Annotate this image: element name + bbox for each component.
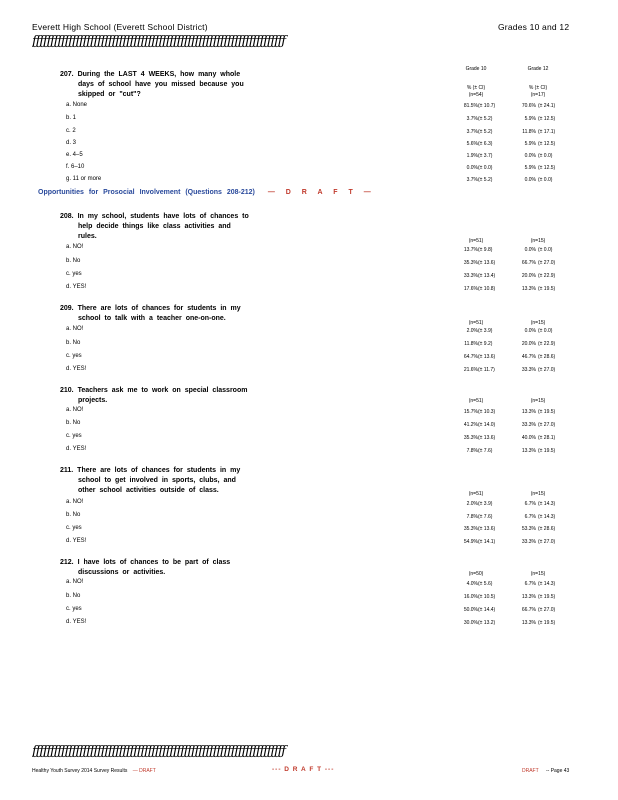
grade10-n: (n=51) (468, 398, 484, 404)
grade12-percent: 5.9% (524, 165, 536, 171)
option-label: c. 2 (66, 128, 76, 134)
grade12-percent: 33.3% (521, 367, 536, 373)
grade12-percent: 13.3% (521, 286, 536, 292)
grade10-ci: (± 5.2) (478, 177, 493, 183)
option-label: a. NO! (66, 244, 84, 250)
grade12-ci: (± 27.0) (538, 422, 556, 428)
grade12-ci: (± 27.0) (538, 367, 556, 373)
footer-left-draft: — DRAFT (132, 768, 156, 774)
grade12-ci: (± 0.0) (538, 153, 553, 159)
footer-rule: ƒƒƒƒƒƒƒƒƒƒƒƒƒƒƒƒƒƒƒƒƒƒƒƒƒƒƒƒƒƒƒƒƒƒƒƒƒƒƒƒƒƒƒƒƒƒƒƒƒƒƒƒƒƒƒƒƒƒƒƒƒƒƒƒƒƒƒƒƒƒ (32, 744, 285, 759)
grade10-ci: (± 10.7) (478, 103, 496, 109)
grade12-n: (n=15) (530, 238, 546, 244)
question-text-line: days of school have you missed because you (78, 81, 244, 88)
option-label: c. yes (66, 525, 82, 531)
grade12-ci: (± 24.1) (538, 103, 556, 109)
footer-right-draft: DRAFT (522, 768, 539, 774)
question-text-line: rules. (78, 233, 97, 240)
grade12-ci: (± 0.0) (538, 247, 553, 253)
grade12-percent: 11.8% (522, 129, 536, 135)
grade12-ci: (± 19.5) (538, 286, 556, 292)
grade12-ci: (± 12.5) (538, 141, 556, 147)
footer-survey-title (32, 768, 156, 774)
question-text-line: other school activities outside of class. (78, 487, 219, 494)
grade12-percent: 70.6% (521, 103, 536, 109)
grade12-percent: 53.3% (521, 526, 536, 532)
grade10-ci: (± 14.0) (478, 422, 496, 428)
grade12-ci: (± 22.9) (538, 341, 556, 347)
grade12-ci: (± 14.3) (538, 581, 556, 587)
grade10-ci: (± 5.2) (478, 129, 493, 135)
option-label: d. YES! (66, 619, 87, 625)
grade12-ci: (± 27.0) (538, 607, 556, 613)
grade12-n: (n=15) (530, 398, 546, 404)
grade10-header: Grade 10 (465, 66, 487, 72)
section-draft-mark: — D R A F T — (267, 189, 374, 196)
option-label: d. 3 (66, 140, 77, 146)
grade12-n: (n=15) (530, 491, 546, 497)
grade10-ci: (± 7.6) (478, 448, 493, 454)
grade10-ci: (± 3.7) (478, 153, 493, 159)
option-label: d. YES! (66, 446, 87, 452)
option-label: b. No (66, 593, 81, 599)
option-label: b. No (66, 512, 81, 518)
question-text-line: 210. Teachers ask me to work on special classroom (60, 387, 248, 394)
option-label: c. yes (66, 353, 82, 359)
grade10-ci: (± 10.5) (478, 594, 496, 600)
grade12-ci: (± 19.5) (538, 448, 556, 454)
footer-survey-text: Healthy Youth Survey 2014 Survey Results (32, 768, 128, 774)
grade12-ci: (± 28.6) (538, 354, 556, 360)
grade12-ci: (± 28.1) (538, 435, 556, 441)
grade10-percent: 5.6% (466, 141, 478, 147)
option-label: b. 1 (66, 115, 77, 121)
grade12-ci: (± 19.5) (538, 594, 556, 600)
grade10-percent: 35.3% (463, 435, 478, 441)
grade12-ci: (± 17.1) (538, 129, 556, 135)
grade12-percent: 0.0% (524, 153, 536, 159)
grade10-ci: (± 7.6) (478, 514, 493, 520)
section-title (38, 189, 374, 196)
grade10-ci: (± 13.4) (478, 273, 496, 279)
option-label: b. No (66, 420, 81, 426)
question-text-line: discussions or activities. (78, 569, 166, 576)
grade10-percent: 16.0% (463, 594, 478, 600)
grade12-percent: 66.7% (521, 607, 536, 613)
grade10-ci: (± 14.1) (478, 539, 496, 545)
grade10-percent: 81.5% (463, 103, 478, 109)
grade10-percent: 11.8% (464, 341, 478, 347)
grade10-ci: (± 6.3) (478, 141, 493, 147)
grade12-header: Grade 12 (527, 66, 549, 72)
grade12-ci: (± 14.3) (538, 501, 556, 507)
grade12-percent: 6.7% (524, 501, 536, 507)
option-label: b. No (66, 340, 81, 346)
option-label: c. yes (66, 271, 82, 277)
option-label: a. NO! (66, 499, 84, 505)
grade10-ci: (± 3.9) (478, 328, 493, 334)
option-label: a. None (66, 102, 88, 108)
option-label: d. YES! (66, 284, 87, 290)
grade12-percent: 0.0% (524, 177, 536, 183)
grade12-percent: 0.0% (524, 328, 536, 334)
grade10-ci: (± 13.2) (478, 620, 496, 626)
grade12-ci: (± 12.5) (538, 165, 556, 171)
option-label: d. YES! (66, 538, 87, 544)
option-label: a. NO! (66, 579, 84, 585)
option-label: d. YES! (66, 366, 87, 372)
question-text-line: school to talk with a teacher one-on-one. (78, 315, 226, 322)
grade10-ci: (± 13.6) (478, 260, 496, 266)
option-label: g. 11 or more (66, 176, 102, 182)
grade10-percent: 50.0% (463, 607, 478, 613)
option-label: e. 4–5 (66, 152, 83, 158)
question-text-line: projects. (78, 397, 108, 404)
report-school-title: Everett High School (Everett School District) (32, 22, 208, 32)
grade12-percent: 13.3% (521, 448, 536, 454)
grade12-ci: (± 0.0) (538, 328, 553, 334)
grade10-pct-ci-label: % (± CI) (466, 85, 486, 91)
question-text-line: 207. During the LAST 4 WEEKS, how many whole (60, 71, 241, 78)
grade12-percent: 13.3% (521, 594, 536, 600)
option-label: c. yes (66, 433, 82, 439)
grade10-percent: 21.6% (463, 367, 478, 373)
grade10-percent: 13.7% (463, 247, 478, 253)
grade10-percent: 15.7% (463, 409, 478, 415)
grade10-ci: (± 10.3) (478, 409, 496, 415)
grade12-percent: 13.3% (521, 620, 536, 626)
grade10-percent: 0.0% (466, 165, 478, 171)
grade12-n: (n=15) (530, 320, 546, 326)
grade12-percent: 0.0% (524, 247, 536, 253)
grade10-ci: (± 9.2) (478, 341, 493, 347)
grade10-ci: (± 13.6) (478, 526, 496, 532)
grade10-percent: 33.3% (463, 273, 478, 279)
grade12-ci: (± 0.0) (538, 177, 553, 183)
question-text-line: help decide things like class activities and (78, 223, 231, 230)
grade12-percent: 40.0% (521, 435, 536, 441)
grade12-percent: 13.3% (521, 409, 536, 415)
grade12-percent: 66.7% (521, 260, 536, 266)
grade12-percent: 33.3% (521, 422, 536, 428)
footer-center-draft: --- D R A F T --- (272, 766, 335, 773)
grade10-percent: 3.7% (466, 116, 478, 122)
grade10-ci: (± 9.8) (478, 247, 493, 253)
grade12-ci: (± 19.5) (538, 409, 556, 415)
grade10-ci: (± 5.2) (478, 116, 493, 122)
header-rule: ƒƒƒƒƒƒƒƒƒƒƒƒƒƒƒƒƒƒƒƒƒƒƒƒƒƒƒƒƒƒƒƒƒƒƒƒƒƒƒƒƒƒƒƒƒƒƒƒƒƒƒƒƒƒƒƒƒƒƒƒƒƒƒƒƒƒƒƒƒƒ (32, 34, 285, 49)
grade10-ci: (± 0.0) (478, 165, 493, 171)
grade12-ci: (± 28.6) (538, 526, 556, 532)
grade10-percent: 30.0% (463, 620, 478, 626)
grade10-percent: 7.8% (466, 448, 478, 454)
grade10-n: (n=51) (468, 491, 484, 497)
grade10-percent: 64.7% (463, 354, 478, 360)
question-text-line: 208. In my school, students have lots of chances to (60, 213, 249, 220)
grade12-ci: (± 19.5) (538, 620, 556, 626)
option-label: c. yes (66, 606, 82, 612)
option-label: b. No (66, 258, 81, 264)
grade10-percent: 35.3% (463, 526, 478, 532)
page-number: -- Page 43 (545, 768, 570, 774)
grade10-percent: 41.2% (463, 422, 478, 428)
grade12-ci: (± 12.5) (538, 116, 556, 122)
question-text-line: 211. There are lots of chances for students in my (60, 467, 241, 474)
grade12-percent: 5.9% (524, 116, 536, 122)
grade10-n: (n=51) (468, 238, 484, 244)
grade10-percent: 4.0% (466, 581, 478, 587)
question-text-line: 212. I have lots of chances to be part of class (60, 559, 231, 566)
grade10-percent: 54.9% (463, 539, 478, 545)
grade12-percent: 46.7% (521, 354, 536, 360)
footer-page-info (522, 768, 569, 774)
grade12-percent: 5.9% (524, 141, 536, 147)
question-text-line: skipped or "cut"? (78, 91, 141, 98)
grade10-percent: 1.9% (466, 153, 478, 159)
option-label: a. NO! (66, 407, 84, 413)
grade10-percent: 3.7% (466, 177, 478, 183)
grade10-percent: 2.0% (466, 501, 478, 507)
question-text-line: school to get involved in sports, clubs, and (78, 477, 236, 484)
grade12-pct-ci-label: % (± CI) (528, 85, 548, 91)
grade12-percent: 6.7% (524, 581, 536, 587)
grade10-ci: (± 10.8) (478, 286, 496, 292)
option-label: a. NO! (66, 326, 84, 332)
grade10-n: (n=51) (468, 320, 484, 326)
grade10-percent: 17.6% (463, 286, 478, 292)
grade12-percent: 20.0% (521, 341, 536, 347)
grade12-ci: (± 14.3) (538, 514, 556, 520)
grade12-ci: (± 27.0) (538, 539, 556, 545)
grade12-percent: 6.7% (524, 514, 536, 520)
grade10-ci: (± 3.9) (478, 501, 493, 507)
grade10-ci: (± 13.6) (478, 354, 496, 360)
grade10-ci: (± 11.7) (478, 367, 495, 373)
grade12-ci: (± 22.9) (538, 273, 556, 279)
grade12-n: (n=17) (530, 92, 546, 98)
grade10-percent: 7.8% (466, 514, 478, 520)
option-label: f. 6–10 (66, 164, 85, 170)
grade10-n: (n=50) (468, 571, 484, 577)
grade12-ci: (± 27.0) (538, 260, 556, 266)
grade10-ci: (± 5.6) (478, 581, 493, 587)
grade12-percent: 20.0% (521, 273, 536, 279)
grade10-percent: 2.0% (466, 328, 478, 334)
report-grades-label: Grades 10 and 12 (498, 22, 570, 32)
grade10-n: (n=54) (468, 92, 484, 98)
question-text-line: 209. There are lots of chances for students in my (60, 305, 241, 312)
grade10-percent: 3.7% (466, 129, 478, 135)
section-title-text: Opportunities for Prosocial Involvement (Questions 208-212) (38, 189, 255, 196)
grade10-ci: (± 14.4) (478, 607, 496, 613)
grade12-percent: 33.3% (521, 539, 536, 545)
grade12-n: (n=15) (530, 571, 546, 577)
grade10-ci: (± 13.6) (478, 435, 496, 441)
grade10-percent: 35.3% (463, 260, 478, 266)
